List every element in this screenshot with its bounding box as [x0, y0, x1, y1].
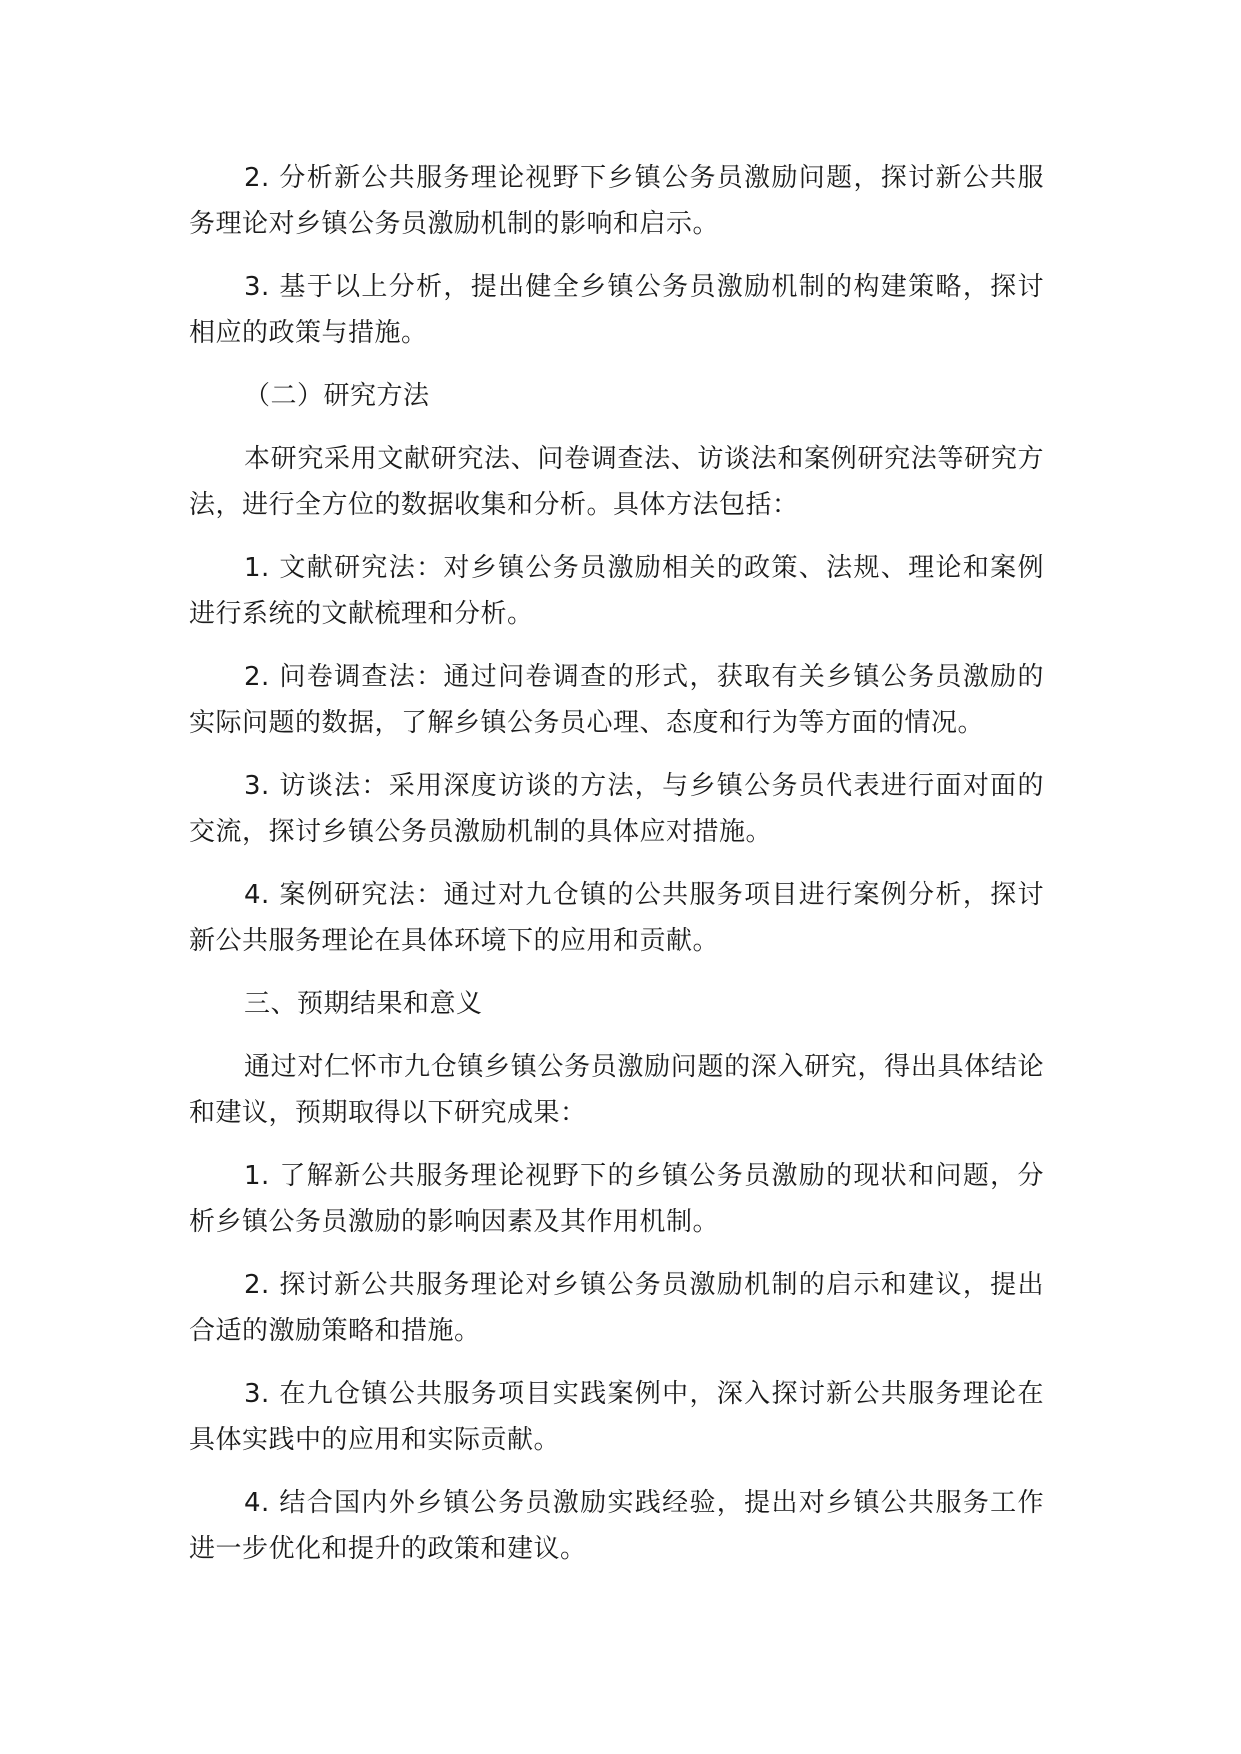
paragraph-result-4: 4. 结合国内外乡镇公务员激励实践经验，提出对乡镇公共服务工作进一步优化和提升的政策和建议。	[189, 1488, 1044, 1564]
paragraph-method-questionnaire: 2. 问卷调查法：通过问卷调查的形式，获取有关乡镇公务员激励的实际问题的数据，了解乡镇公务员心理、态度和行为等方面的情况。	[189, 662, 1044, 738]
paragraph-result-1: 1. 了解新公共服务理论视野下的乡镇公务员激励的现状和问题，分析乡镇公务员激励的影响因素及其作用机制。	[189, 1161, 1044, 1237]
section-heading-research-methods: （二）研究方法	[244, 381, 430, 411]
paragraph-objective-2: 2. 分析新公共服务理论视野下乡镇公务员激励问题，探讨新公共服务理论对乡镇公务员激励机制的影响和启示。	[189, 163, 1044, 239]
section-heading-expected-results: 三、预期结果和意义	[244, 989, 483, 1019]
paragraph-objective-3: 3. 基于以上分析，提出健全乡镇公务员激励机制的构建策略，探讨相应的政策与措施。	[189, 272, 1044, 348]
paragraph-result-3: 3. 在九仓镇公共服务项目实践案例中，深入探讨新公共服务理论在具体实践中的应用和实际贡献。	[189, 1379, 1044, 1455]
paragraph-results-intro: 通过对仁怀市九仓镇乡镇公务员激励问题的深入研究，得出具体结论和建议，预期取得以下研究成果：	[189, 1052, 1044, 1128]
document-body	[189, 155, 1044, 1589]
paragraph-method-interview: 3. 访谈法：采用深度访谈的方法，与乡镇公务员代表进行面对面的交流，探讨乡镇公务员激励机制的具体应对措施。	[189, 771, 1044, 847]
paragraph-method-literature: 1. 文献研究法：对乡镇公务员激励相关的政策、法规、理论和案例进行系统的文献梳理和分析。	[189, 553, 1044, 629]
paragraph-method-case-study: 4. 案例研究法：通过对九仓镇的公共服务项目进行案例分析，探讨新公共服务理论在具体环境下的应用和贡献。	[189, 880, 1044, 956]
paragraph-methods-intro: 本研究采用文献研究法、问卷调查法、访谈法和案例研究法等研究方法，进行全方位的数据收集和分析。具体方法包括：	[189, 444, 1044, 520]
paragraph-result-2: 2. 探讨新公共服务理论对乡镇公务员激励机制的启示和建议，提出合适的激励策略和措施。	[189, 1270, 1044, 1346]
